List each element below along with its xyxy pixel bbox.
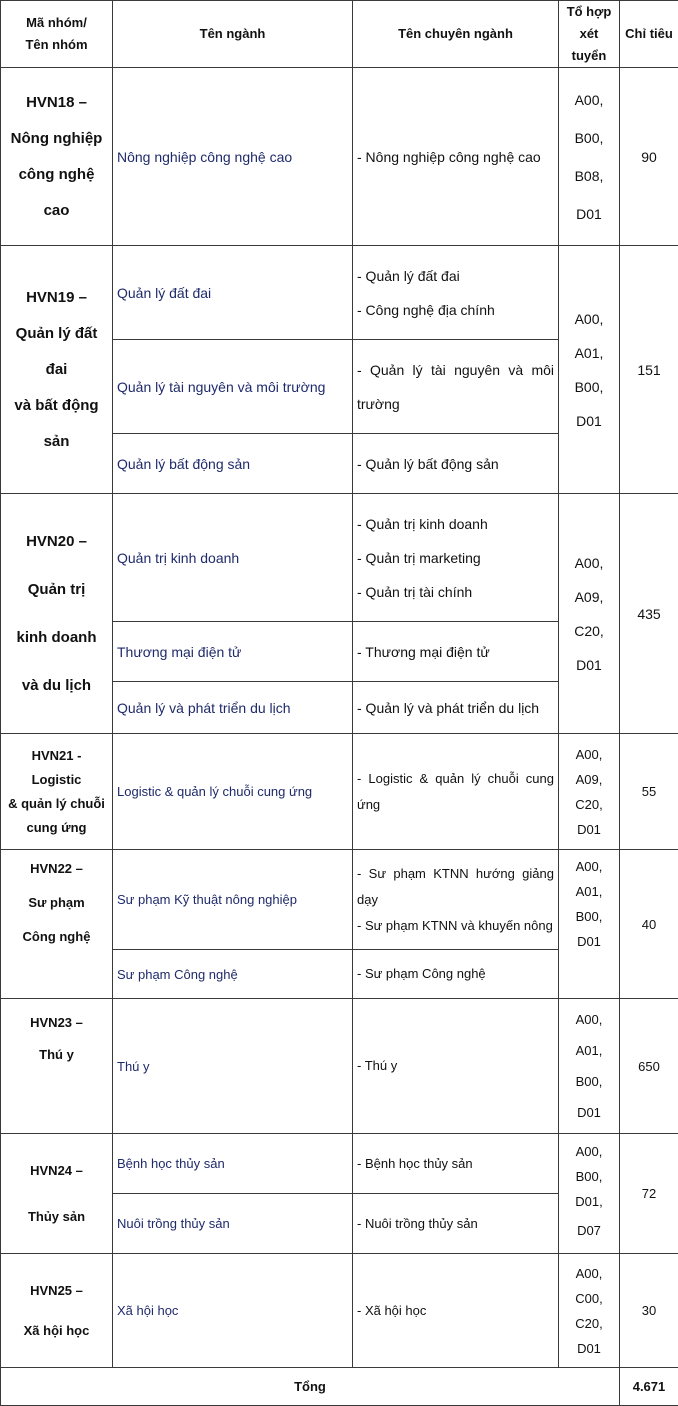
group-name-line: & quản lý chuỗi: [5, 792, 108, 816]
group-name-line: kinh doanh: [5, 614, 108, 662]
major-name: Thú y: [113, 999, 353, 1134]
specialization: [353, 494, 559, 622]
group-name-line: Xã hội học: [5, 1311, 108, 1351]
combo-list: [559, 850, 620, 999]
header-row: [1, 1, 678, 68]
major-name: Sư phạm Công nghệ: [113, 950, 353, 999]
combo-item: A09,: [563, 767, 615, 792]
header-major: Tên ngành: [113, 1, 353, 68]
group-name-line: Nông nghiệp: [5, 121, 108, 157]
group-name-line: Công nghệ: [5, 920, 108, 954]
specialization: [353, 1254, 559, 1368]
specialization-item: - Sư phạm KTNN và khuyến nông: [357, 913, 554, 939]
specialization-item: - Nuôi trồng thủy sản: [357, 1211, 554, 1237]
specialization-item: - Quản trị tài chính: [357, 575, 554, 609]
combo-list: [559, 246, 620, 494]
major-name: Nông nghiệp công nghệ cao: [113, 68, 353, 246]
specialization-item: - Xã hội học: [357, 1298, 554, 1324]
combo-list: [559, 494, 620, 734]
header-specialization: Tên chuyên ngành: [353, 1, 559, 68]
major-name: Quản lý và phát triển du lịch: [113, 682, 353, 734]
major-name: Bệnh học thủy sản: [113, 1134, 353, 1194]
specialization: [353, 734, 559, 850]
group-name: [1, 734, 113, 850]
major-name: Logistic & quản lý chuỗi cung ứng: [113, 734, 353, 850]
combo-item: A00,: [563, 1261, 615, 1286]
group-name-line: HVN20 –: [5, 518, 108, 566]
major-name: Quản lý tài nguyên và môi trường: [113, 340, 353, 434]
specialization: [353, 68, 559, 246]
group-name-line: công nghệ cao: [5, 157, 108, 229]
group-name-line: Thủy sản: [5, 1194, 108, 1240]
table-row: [1, 1134, 678, 1194]
specialization: [353, 682, 559, 734]
combo-item: D01,: [563, 1189, 615, 1214]
specialization: [353, 950, 559, 999]
specialization: [353, 246, 559, 340]
specialization-item: - Quản trị kinh doanh: [357, 507, 554, 541]
total-row: [1, 1368, 678, 1406]
table-row: [1, 68, 678, 246]
specialization: [353, 622, 559, 682]
table-row: [1, 1254, 678, 1368]
combo-item: B00,: [563, 904, 615, 929]
combo-list: [559, 734, 620, 850]
combo-item: C20,: [563, 614, 615, 648]
combo-item: B08,: [563, 157, 615, 195]
combo-item: D01: [563, 1097, 615, 1128]
combo-list: [559, 68, 620, 246]
specialization: [353, 434, 559, 494]
specialization-item: - Công nghệ địa chính: [357, 293, 554, 327]
specialization-item: - Nông nghiệp công nghệ cao: [357, 140, 554, 174]
specialization: [353, 850, 559, 950]
group-name-line: Quản trị: [5, 566, 108, 614]
header-group-line: Tên nhóm: [5, 34, 108, 56]
header-group: [1, 1, 113, 68]
group-name: [1, 850, 113, 999]
combo-item: D01: [563, 404, 615, 438]
group-name-line: HVN22 –: [5, 852, 108, 886]
group-name-line: HVN18 –: [5, 85, 108, 121]
specialization: [353, 999, 559, 1134]
group-name: [1, 246, 113, 494]
combo-item: A01,: [563, 336, 615, 370]
table-row: [1, 494, 678, 622]
specialization-item: - Logistic & quản lý chuỗi cung ứng: [357, 771, 554, 812]
quota: 40: [620, 850, 678, 999]
combo-item: A01,: [563, 1035, 615, 1066]
quota: 72: [620, 1134, 678, 1254]
quota: 55: [620, 734, 678, 850]
combo-item: B00,: [563, 119, 615, 157]
header-combo-line: xét: [563, 23, 615, 45]
header-combo-line: tuyển: [563, 45, 615, 67]
specialization-item: - Thú y: [357, 1053, 554, 1079]
quota: 151: [620, 246, 678, 494]
combo-item: A00,: [563, 854, 615, 879]
combo-item: B00,: [563, 370, 615, 404]
quota: 30: [620, 1254, 678, 1368]
combo-list: [559, 1134, 620, 1254]
total-value: 4.671: [620, 1368, 678, 1406]
combo-item: C20,: [563, 792, 615, 817]
group-name-line: HVN23 –: [5, 1007, 108, 1039]
combo-item: A00,: [563, 742, 615, 767]
combo-item: D01: [563, 195, 615, 233]
specialization: [353, 1194, 559, 1254]
group-name: [1, 1254, 113, 1368]
group-name-line: Quản lý đất đai: [5, 316, 108, 388]
table-row: [1, 734, 678, 850]
combo-item: D01: [563, 1336, 615, 1361]
header-group-line: Mã nhóm/: [5, 12, 108, 34]
combo-item: C20,: [563, 1311, 615, 1336]
major-name: Quản lý đất đai: [113, 246, 353, 340]
combo-item: A00,: [563, 546, 615, 580]
combo-item: A01,: [563, 879, 615, 904]
specialization-item: - Thương mại điện tử: [357, 635, 554, 669]
combo-item: D07: [563, 1214, 615, 1248]
group-name: [1, 494, 113, 734]
specialization-item: - Sư phạm KTNN hướng giảng dạy: [357, 861, 554, 913]
combo-item: A09,: [563, 580, 615, 614]
group-name-line: HVN25 –: [5, 1271, 108, 1311]
specialization-item: - Sư phạm Công nghệ: [357, 961, 554, 987]
specialization-item: - Quản lý tài nguyên và môi trường: [357, 362, 554, 412]
group-name-line: HVN19 –: [5, 280, 108, 316]
combo-item: A00,: [563, 81, 615, 119]
specialization-item: - Quản trị marketing: [357, 541, 554, 575]
group-name-line: Thú y: [5, 1039, 108, 1071]
combo-item: D01: [563, 648, 615, 682]
table-row: [1, 246, 678, 340]
group-name-line: cung ứng: [5, 816, 108, 840]
specialization: [353, 1134, 559, 1194]
quota: 90: [620, 68, 678, 246]
table-row: [1, 850, 678, 950]
combo-item: C00,: [563, 1286, 615, 1311]
specialization-item: - Bệnh học thủy sản: [357, 1151, 554, 1177]
quota: 650: [620, 999, 678, 1134]
combo-item: D01: [563, 817, 615, 842]
specialization: [353, 340, 559, 434]
group-name-line: HVN24 –: [5, 1148, 108, 1194]
header-quota: Chỉ tiêu: [620, 1, 678, 68]
major-name: Xã hội học: [113, 1254, 353, 1368]
group-name: [1, 68, 113, 246]
group-name: [1, 1134, 113, 1254]
specialization-item: - Quản lý bất động sản: [357, 447, 554, 481]
major-name: Thương mại điện tử: [113, 622, 353, 682]
combo-item: A00,: [563, 1139, 615, 1164]
major-name: Quản trị kinh doanh: [113, 494, 353, 622]
group-name: [1, 999, 113, 1134]
major-name: Quản lý bất động sản: [113, 434, 353, 494]
combo-list: [559, 999, 620, 1134]
combo-item: D01: [563, 929, 615, 954]
header-combo: [559, 1, 620, 68]
table-row: [1, 999, 678, 1134]
major-name: Sư phạm Kỹ thuật nông nghiệp: [113, 850, 353, 950]
group-name-line: và bất động sản: [5, 388, 108, 460]
group-name-line: và du lịch: [5, 662, 108, 710]
combo-item: A00,: [563, 302, 615, 336]
group-name-line: Sư phạm: [5, 886, 108, 920]
combo-item: B00,: [563, 1066, 615, 1097]
combo-item: A00,: [563, 1004, 615, 1035]
combo-item: B00,: [563, 1164, 615, 1189]
group-name-line: HVN21 - Logistic: [5, 744, 108, 792]
specialization-item: - Quản lý đất đai: [357, 259, 554, 293]
major-name: Nuôi trồng thủy sản: [113, 1194, 353, 1254]
combo-list: [559, 1254, 620, 1368]
specialization-item: - Quản lý và phát triển du lịch: [357, 691, 554, 725]
total-label: Tổng: [1, 1368, 620, 1406]
header-combo-line: Tổ hợp: [563, 1, 615, 23]
quota: 435: [620, 494, 678, 734]
